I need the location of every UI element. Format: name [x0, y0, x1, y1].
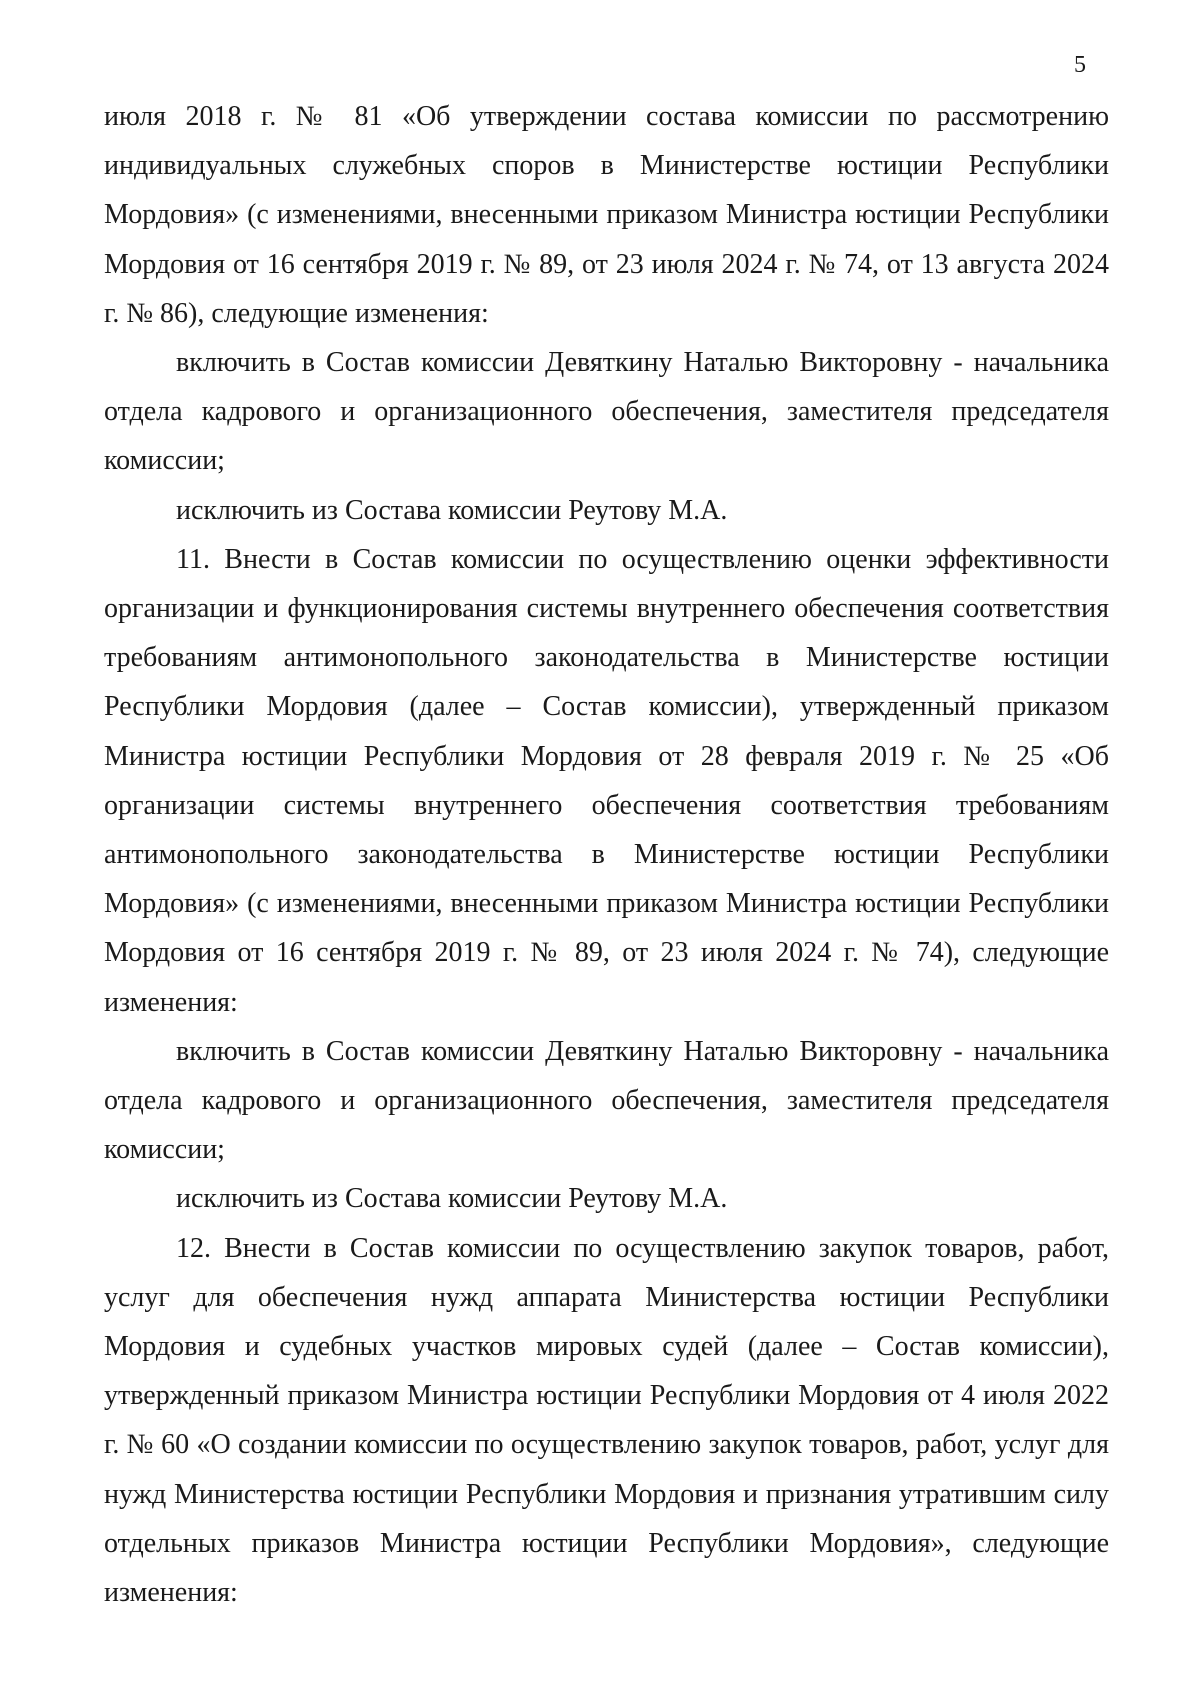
paragraph-continuation: июля 2018 г. № 81 «Об утверждении состава комиссии по рассмотрению индивидуальных служебных споров в Министерстве юстиции Республики Мордовия» (с изменениями, внесенными приказом Министра юстиции Республики Мордовия от 16 сентября 2019 г. № 89, от 23 июля 2024 г. № 74, от 13 августа 2024 г. № 86), следующие изменения:	[104, 101, 1109, 329]
paragraph-exclude-member: исключить из Состава комиссии Реутову М.А.	[176, 494, 728, 526]
paragraph-include-member: включить в Состав комиссии Девяткину Наталью Викторовну - начальника отдела кадрового и организационного обеспечения, заместителя председателя комиссии;	[104, 347, 1109, 477]
paragraph-item-12: 12. Внести в Состав комиссии по осуществлению закупок товаров, работ, услуг для обеспечения нужд аппарата Министерства юстиции Республики Мордовия и судебных участков мировых судей (далее – Состав комиссии), утвержденный приказом Министра юстиции Республики Мордовия от 4 июля 2022 г. № 60 «О создании комиссии по осуществлению закупок товаров, работ, услуг для нужд Министерства юстиции Республики Мордовия и признания утратившим силу отдельных приказов Министра юстиции Республики Мордовия», следующие изменения:	[104, 1232, 1109, 1609]
paragraph-exclude-member: исключить из Состава комиссии Реутову М.А.	[176, 1183, 728, 1215]
document-body	[104, 92, 1109, 1617]
paragraph-item-11: 11. Внести в Состав комиссии по осуществлению оценки эффективности организации и функционирования системы внутреннего обеспечения соответствия требованиям антимонопольного законодательства в Министерстве юстиции Республики Мордовия (далее – Состав комиссии), утвержденный приказом Министра юстиции Республики Мордовия от 28 февраля 2019 г. № 25 «Об организации системы внутреннего обеспечения соответствия требованиям антимонопольного законодательства в Министерстве юстиции Республики Мордовия» (с изменениями, внесенными приказом Министра юстиции Республики Мордовия от 16 сентября 2019 г. № 89, от 23 июля 2024 г. № 74), следующие изменения:	[104, 543, 1109, 1018]
paragraph-include-member: включить в Состав комиссии Девяткину Наталью Викторовну - начальника отдела кадрового и организационного обеспечения, заместителя председателя комиссии;	[104, 1035, 1109, 1166]
page-number: 5	[1074, 52, 1086, 78]
